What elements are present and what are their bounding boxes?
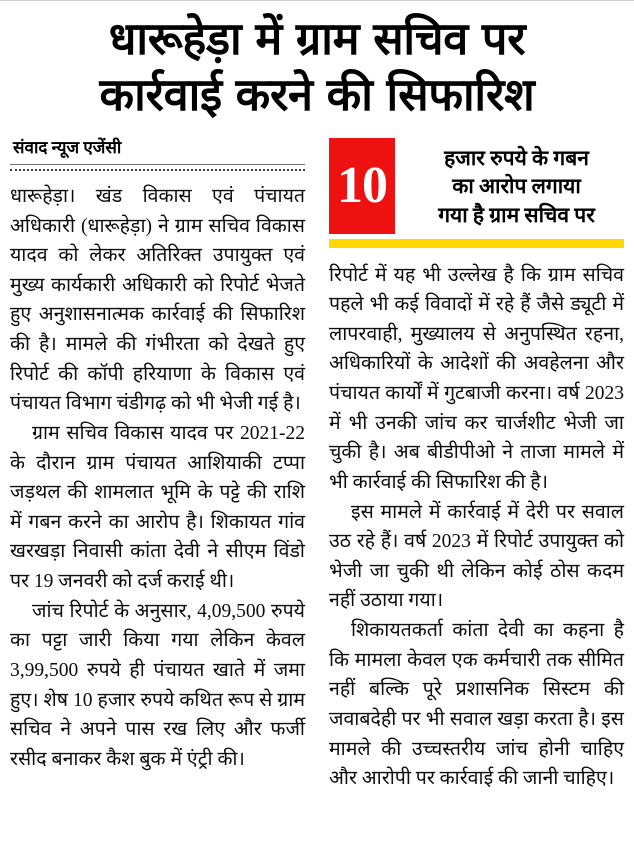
left-paragraph-2: ग्राम सचिव विकास यादव पर 2021-22 के दौरान ग्राम पंचायत आशियाकी टप्पा जड़थल की शामलात भूमि के पट्टे की राशि में गबन करने का आरोप है। शिकायत गांव खरखड़ा निवासी कांता देवी ने सीएम विंडो पर 19 जनवरी को दर्ज कराई थी। [10,422,305,593]
right-paragraph-1: रिपोर्ट में यह भी उल्लेख है कि ग्राम सचिव पहले भी कई विवादों में रहे हैं जैसे ड्यूटी में लापरवाही, मुख्यालय से अनुपस्थित रहना, अधिकारियों के आदेशों की अवहेलना और पंचायत कार्यों में गुटबाजी करना। वर्ष 2023 में भी उनकी जांच कर चार्जशीट भेजी जा चुकी है। अब बीडीपीओ ने ताजा मामले में भी कार्रवाई की सिफारिश की है। [329,264,624,493]
right-paragraph-3: शिकायतकर्ता कांता देवी का कहना है कि मामला केवल एक कर्मचारी तक सीमित नहीं बल्कि पूरे प्रशासनिक सिस्टम की जवाबदेही पर भी सवाल खड़ा करता है। इस मामले की उच्चस्तरीय जांच होनी चाहिए और आरोपी पर कार्रवाई की जानी चाहिए। [329,620,624,790]
callout-number: 10 [329,138,395,234]
callout-line-1: हजार रुपये के गबन [444,145,589,170]
headline-line-2: कार्रवाई करने की सिफारिश [99,70,535,121]
article-columns [0,138,634,794]
right-paragraph-2: इस मामले में कार्रवाई में देरी पर सवाल उठ रहे हैं। वर्ष 2023 में रिपोर्ट उपायुक्त को भेजी जा चुकी थी लेकिन कोई ठोस कदम नहीं उठाया गया। [329,501,624,612]
callout-line-2: का आरोप लगाया [452,174,581,199]
callout-line-3: गया है ग्राम सचिव पर [438,202,595,227]
callout-box [329,138,624,234]
byline-divider [10,164,305,171]
left-paragraph-3: जांच रिपोर्ट के अनुसार, 4,09,500 रुपये का पट्टा जारी किया गया लेकिन केवल 3,99,500 रुपये ही पंचायत खाते में जमा हुए। शेष 10 हजार रुपये कथित रूप से ग्राम सचिव ने अपने पास रख लिए और फर्जी रसीद बनाकर कैश बुक में एंट्री की। [10,600,305,770]
right-column [329,138,624,794]
headline-line-1: धारूहेड़ा में ग्राम सचिव पर [108,14,526,64]
callout-text [409,138,624,234]
headline [0,1,634,124]
callout-yellow-bar [329,239,624,248]
left-paragraph-1: धारूहेड़ा। खंड विकास एवं पंचायत अधिकारी (धारूहेड़ा) ने ग्राम सचिव विकास यादव को लेकर अतिरिक्त उपायुक्त एवं मुख्य कार्यकारी अधिकारी को रिपोर्ट भेजते हुए अनुशासनात्मक कार्रवाई की सिफारिश की है। मामले की गंभीरता को देखते हुए रिपोर्ट की कॉपी हरियाणा के विकास एवं पंचायत विभाग चंडीगढ़ को भी भेजी गई है। [10,185,305,415]
left-column [10,138,305,775]
byline-agency: संवाद न्यूज एजेंसी [13,137,122,157]
